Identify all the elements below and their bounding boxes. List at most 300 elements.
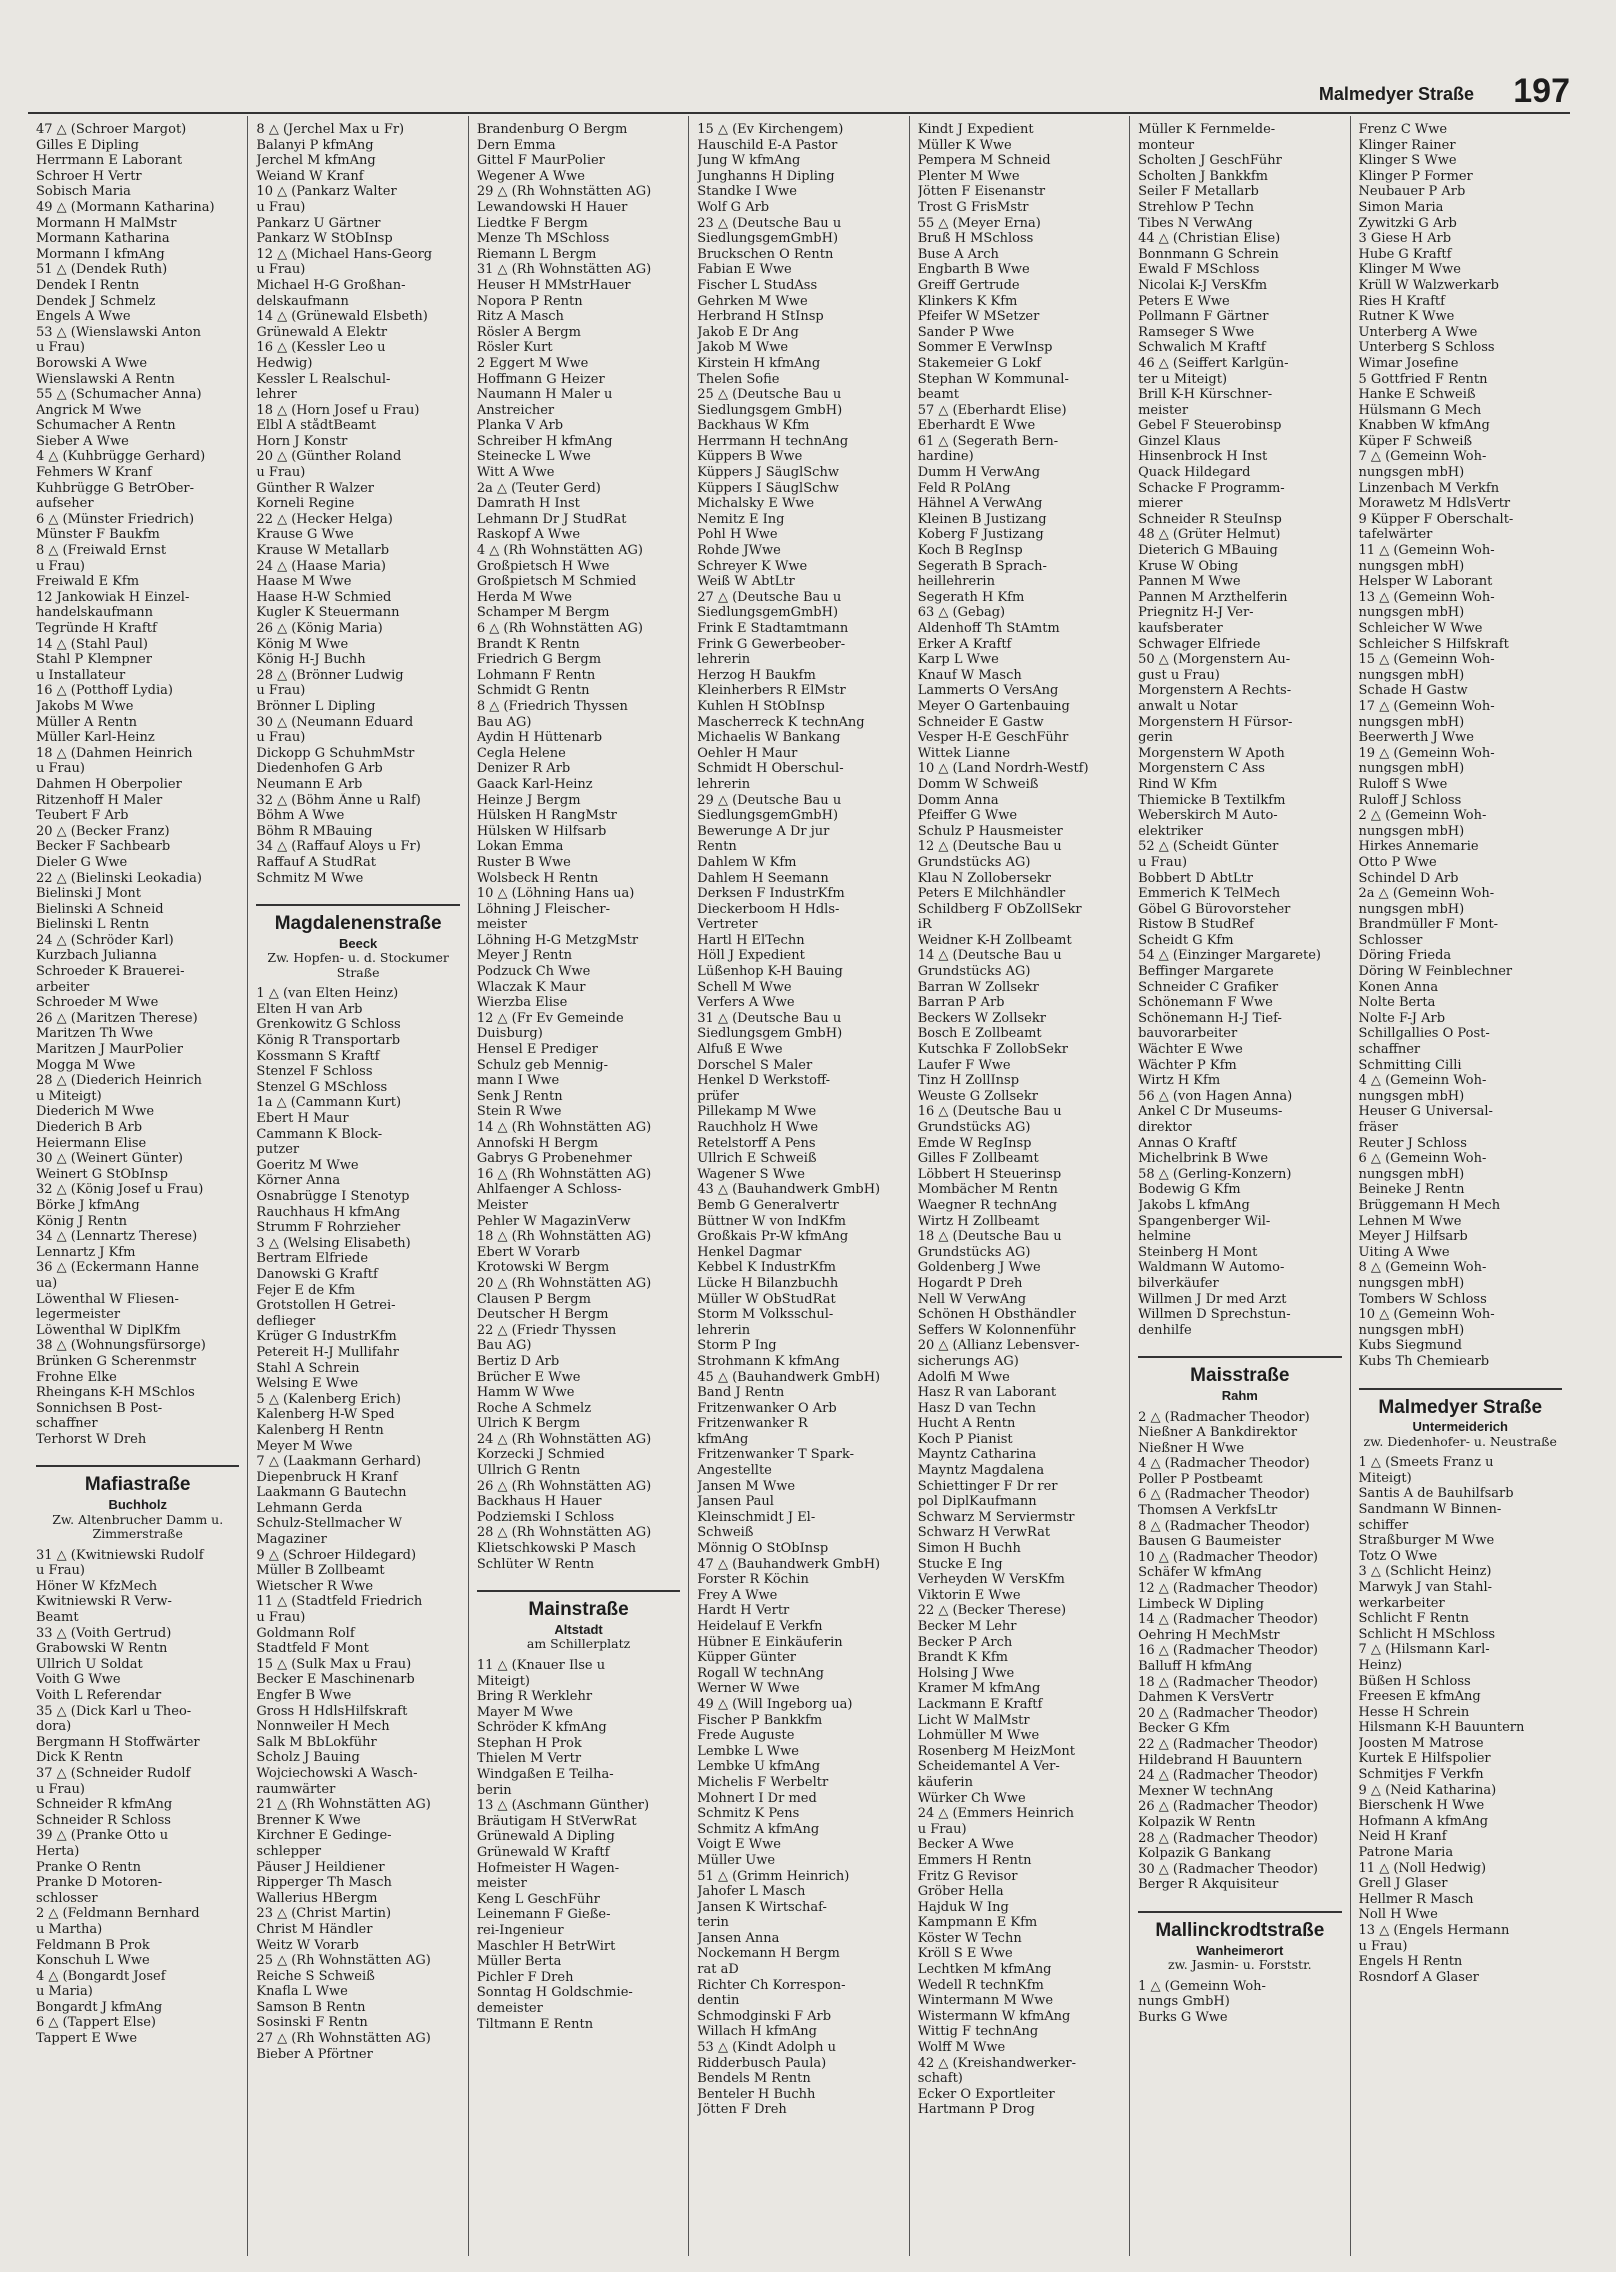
- district-name: Beeck: [338, 935, 378, 951]
- directory-entry: 3 △ (Schlicht Heinz): [1358, 1564, 1492, 1580]
- directory-entry: 52 △ (Scheidt Günter: [1138, 839, 1279, 855]
- directory-entry: Grotstollen H Getrei-: [256, 1298, 396, 1314]
- directory-entry: kfmAng: [697, 1431, 749, 1447]
- directory-entry: 12 △ (Michael Hans-Georg: [256, 246, 433, 262]
- directory-entry: Klinger M Wwe: [1358, 262, 1461, 278]
- directory-entry: Haase M Wwe: [256, 574, 352, 590]
- directory-entry: 28 △ (Diederich Heinrich: [36, 1073, 202, 1089]
- directory-entry: Stenzel G MSchloss: [256, 1079, 388, 1095]
- directory-entry: Petereit H-J Mullifahr: [256, 1344, 399, 1360]
- directory-entry: Hauschild E-A Pastor: [697, 137, 838, 153]
- directory-entry: Bongardt J kfmAng: [36, 1999, 163, 2015]
- directory-entry: Mascherreck K technAng: [697, 714, 865, 730]
- directory-entry: 9 Küpper F Oberschalt-: [1358, 511, 1514, 527]
- directory-entry: Haase H-W Schmied: [256, 589, 392, 605]
- directory-entry: Mönnig O StObInsp: [697, 1541, 829, 1557]
- directory-entry: Meister: [476, 1197, 528, 1213]
- directory-entry: Michelbrink B Wwe: [1138, 1151, 1269, 1167]
- directory-entry: Brandenburg O Bergm: [476, 122, 628, 137]
- directory-entry: Bendels M Rentn: [697, 2071, 811, 2087]
- directory-entry: Trost G FrisMstr: [917, 199, 1029, 215]
- directory-entry: Schlüter W Rentn: [476, 1556, 595, 1572]
- directory-column: [28, 116, 248, 2256]
- directory-entry: rat aD: [697, 1962, 739, 1978]
- directory-entry: Tegründe H Kraftf: [36, 621, 157, 636]
- directory-entry: Grünewald W Kraftf: [476, 1845, 610, 1861]
- directory-entry: Burks G Wwe: [1138, 2009, 1228, 2025]
- directory-entry: Rentn: [697, 839, 737, 855]
- directory-entry: gust u Frau): [1138, 667, 1220, 683]
- directory-entry: Werner W Wwe: [697, 1681, 800, 1697]
- directory-entry: Krüll W Walzwerkarb: [1358, 277, 1499, 293]
- directory-entry: u Maria): [36, 1984, 93, 2000]
- directory-entry: Christ M Händler: [256, 1921, 373, 1937]
- directory-entry: Schneider R SteuInsp: [1138, 511, 1282, 527]
- directory-entry: Karp L Wwe: [917, 652, 999, 668]
- directory-entry: Heuser H MMstrHauer: [476, 277, 631, 293]
- directory-entry: 8 △ (Gemeinn Woh-: [1358, 1260, 1487, 1276]
- directory-entry: Dickopp G SchuhmMstr: [256, 745, 415, 761]
- directory-entry: Nicolai K-J VersKfm: [1138, 277, 1268, 293]
- directory-entry: Peters E Milchhändler: [917, 886, 1066, 902]
- directory-entry: Samson B Rentn: [256, 1999, 366, 2015]
- directory-entry: Dieterich G MBauing: [1138, 543, 1278, 559]
- directory-entry: Fritz G Revisor: [917, 1868, 1018, 1884]
- directory-entry: Herbrand H StInsp: [697, 309, 824, 325]
- directory-entry: 16 △ (Potthoff Lydia): [36, 683, 173, 699]
- directory-entry: Müller Berta: [476, 1954, 562, 1970]
- directory-entry: 10 △ (Radmacher Theodor): [1138, 1549, 1318, 1565]
- directory-entry: Nell W VerwAng: [917, 1291, 1027, 1307]
- directory-entry: Aydin H Hüttenarb: [476, 730, 603, 746]
- directory-entry: 26 △ (König Maria): [256, 621, 383, 636]
- directory-entry: Simon Maria: [1358, 199, 1444, 215]
- street-name: Mainstraße: [528, 1599, 629, 1621]
- directory-entry: Gittel F MaurPolier: [476, 153, 605, 169]
- directory-entry: berin: [476, 1782, 512, 1798]
- directory-entry: werkarbeiter: [1358, 1595, 1445, 1611]
- directory-entry: Hoffmann G Heizer: [476, 371, 605, 387]
- page-number: 197: [1513, 72, 1570, 110]
- directory-entry: tafelwärter: [1358, 527, 1433, 543]
- directory-entry: Gröber Hella: [917, 1884, 1004, 1900]
- directory-entry: Vesper H-E GeschFühr: [917, 730, 1069, 746]
- directory-entry: Nießner A Bankdirektor: [1138, 1425, 1298, 1441]
- directory-entry: Segerath B Sprach-: [917, 558, 1047, 574]
- directory-entry: Morgenstern W Apoth: [1138, 745, 1285, 761]
- directory-entry: Band J Rentn: [697, 1385, 785, 1401]
- directory-entry: Böhm R MBauing: [256, 823, 373, 839]
- directory-entry: Ullrich U Soldat: [36, 1656, 143, 1672]
- directory-entry: 24 △ (Haase Maria): [256, 558, 386, 574]
- directory-entry: 46 △ (Seiffert Karlgün-: [1138, 355, 1289, 371]
- directory-entry: Riemann L Bergm: [476, 246, 597, 262]
- directory-entry: Angrick M Wwe: [36, 402, 142, 418]
- directory-entry: 19 △ (Gemeinn Woh-: [1358, 745, 1495, 761]
- directory-entry: Diepenbruck H Kranf: [256, 1469, 398, 1485]
- directory-entry: Jansen K Wirtschaf-: [697, 1899, 827, 1915]
- directory-entry: Willach H kfmAng: [697, 2024, 817, 2040]
- directory-entry: Becker A Wwe: [917, 1837, 1014, 1853]
- directory-entry: nungsgen mbH): [1358, 1275, 1465, 1291]
- directory-entry: 20 △ (Günther Roland: [256, 449, 402, 465]
- district-name: Wanheimerort: [1196, 1942, 1284, 1958]
- directory-entry: heillehrerin: [917, 574, 995, 590]
- directory-entry: Ritz A Masch: [476, 309, 564, 325]
- directory-entry: Heiermann Elise: [36, 1135, 147, 1151]
- directory-entry: Bielinski A Schneid: [36, 901, 164, 917]
- directory-entry: 26 △ (Radmacher Theodor): [1138, 1799, 1318, 1815]
- street-name: Maisstraße: [1190, 1365, 1290, 1387]
- directory-entry: Oehler H Maur: [697, 745, 798, 761]
- directory-entry: Beckers W Zollsekr: [917, 1010, 1046, 1026]
- directory-entry: 18 △ (Deutsche Bau u: [917, 1229, 1062, 1245]
- directory-entry: 38 △ (Wohnungsfürsorge): [36, 1338, 206, 1354]
- directory-entry: Peters E Wwe: [1138, 293, 1230, 309]
- directory-entry: Neid H Kranf: [1358, 1829, 1447, 1845]
- directory-entry: 28 △ (Radmacher Theodor): [1138, 1830, 1318, 1846]
- directory-entry: Korneli Regine: [256, 496, 355, 512]
- directory-entry: Mormann Katharina: [36, 231, 170, 247]
- directory-entry: Stakemeier G Lokf: [917, 355, 1042, 371]
- directory-entry: Heuser G Universal-: [1358, 1104, 1493, 1120]
- directory-entry: Fischer P Bankkfm: [697, 1712, 823, 1728]
- directory-entry: 26 △ (Rh Wohnstätten AG): [476, 1478, 652, 1494]
- directory-entry: Schulz-Stellmacher W: [256, 1516, 403, 1532]
- directory-entry: Lackmann E Kraftf: [917, 1696, 1043, 1712]
- directory-entry: Raffauf A StudRat: [256, 854, 376, 870]
- directory-entry: Friedrich G Bergm: [476, 652, 602, 668]
- directory-entry: Kalenberg H-W Sped: [256, 1407, 395, 1423]
- directory-entry: Linzenbach M Verkfn: [1358, 480, 1500, 496]
- directory-entry: Pfeiffer G Wwe: [917, 808, 1018, 824]
- directory-entry: Bierschenk H Wwe: [1358, 1798, 1485, 1814]
- directory-entry: u Frau): [36, 1781, 85, 1797]
- directory-entry: Derksen F IndustrKfm: [697, 886, 845, 902]
- directory-entry: Steinecke L Wwe: [476, 449, 591, 465]
- directory-entry: Morawetz M HdlsVertr: [1358, 496, 1511, 512]
- directory-entry: 10 △ (Land Nordrh-Westf): [917, 761, 1089, 777]
- directory-entry: Börke J kfmAng: [36, 1197, 140, 1213]
- directory-entry: Kubs Th Chemiearb: [1358, 1353, 1490, 1369]
- directory-entry: Löwenthal W Fliesen-: [36, 1291, 179, 1307]
- directory-entry: Schmitz K Pens: [697, 1806, 800, 1822]
- directory-entry: Schönemann F Wwe: [1138, 995, 1273, 1011]
- directory-entry: Rutner K Wwe: [1358, 309, 1455, 325]
- directory-entry: Päuser J Heildiener: [256, 1859, 385, 1875]
- directory-entry: Lewandowski H Hauer: [476, 199, 628, 215]
- directory-entry: handelskaufmann: [36, 605, 153, 621]
- directory-entry: 8 △ (Jerchel Max u Fr): [256, 122, 405, 137]
- directory-entry: nungsgen mbH): [1358, 1088, 1465, 1104]
- directory-entry: Michael H-G Großhan-: [256, 277, 406, 293]
- directory-entry: Freesen E kfmAng: [1358, 1689, 1481, 1705]
- directory-entry: Cegla Helene: [476, 745, 566, 761]
- directory-entry: Maschler H BetrWirt: [476, 1938, 616, 1954]
- directory-entry: rei-Ingenieur: [476, 1923, 564, 1938]
- directory-entry: nungsgen mbH): [1358, 761, 1465, 777]
- directory-entry: 23 △ (Deutsche Bau u: [697, 215, 842, 231]
- directory-entry: 18 △ (Horn Josef u Frau): [256, 402, 420, 418]
- directory-entry: Schmitz A kfmAng: [697, 1821, 820, 1837]
- directory-entry: Richter Ch Korrespon-: [697, 1977, 846, 1993]
- street-section-header: [1138, 1356, 1341, 1403]
- directory-entry: Ullrich G Rentn: [476, 1463, 581, 1479]
- directory-entry: Adolfi M Wwe: [917, 1369, 1010, 1385]
- directory-entry: Schmidt H Oberschul-: [697, 761, 844, 777]
- directory-entry: pol DiplKaufmann: [917, 1494, 1037, 1510]
- directory-entry: Bonnmann G Schrein: [1138, 246, 1279, 262]
- directory-entry: 18 △ (Rh Wohnstätten AG): [476, 1229, 652, 1245]
- directory-entry: Ries H Kraftf: [1358, 293, 1445, 309]
- directory-entry: Schwarz M Serviermstr: [917, 1509, 1075, 1525]
- directory-entry: Thielen M Vertr: [476, 1751, 582, 1767]
- directory-entry: Storm P Ing: [697, 1338, 777, 1354]
- directory-entry: Wegener A Wwe: [476, 168, 585, 184]
- directory-entry: beamt: [917, 387, 960, 403]
- directory-entry: Nopora P Rentn: [476, 293, 583, 309]
- street-direction: Zw. Hopfen- u. d. Stockumer Straße: [267, 950, 449, 980]
- directory-entry: Jötten F Eisenanstr: [917, 184, 1046, 200]
- directory-entry: mann I Wwe: [476, 1073, 560, 1089]
- directory-entry: Frink E Stadtamtmann: [697, 621, 849, 636]
- directory-entry: Reuter J Schloss: [1358, 1135, 1467, 1151]
- directory-entry: Thomsen A VerkfsLtr: [1138, 1503, 1278, 1519]
- directory-entry: Jakobs M Wwe: [36, 698, 134, 714]
- directory-entry: Henkel Dagmar: [697, 1244, 802, 1260]
- directory-entry: Löhning H-G MetzgMstr: [476, 932, 639, 948]
- directory-entry: Bau AG): [476, 1338, 532, 1354]
- directory-entry: Voigt E Wwe: [697, 1837, 781, 1853]
- directory-entry: Keng L GeschFühr: [476, 1891, 600, 1907]
- directory-entry: Schulz geb Mennig-: [476, 1057, 609, 1073]
- directory-entry: Grünewald A Elektr: [256, 324, 388, 340]
- directory-entry: schiffer: [1358, 1517, 1409, 1533]
- directory-entry: Fehmers W Kranf: [36, 465, 152, 481]
- directory-entry: Diederich M Wwe: [36, 1104, 155, 1120]
- directory-entry: Hardt H Vertr: [697, 1603, 790, 1619]
- directory-entry: Klinkers K Kfm: [917, 293, 1018, 309]
- directory-entry: Sander P Wwe: [917, 324, 1015, 340]
- directory-entry: Kessler L Realschul-: [256, 371, 391, 387]
- directory-entry: 29 △ (Rh Wohnstätten AG): [476, 184, 652, 200]
- directory-entry: Mohnert I Dr med: [697, 1790, 817, 1806]
- directory-entry: u Installateur: [36, 667, 126, 683]
- directory-entry: Büttner W von IndKfm: [697, 1213, 846, 1229]
- directory-entry: Wirtz H Zollbeamt: [917, 1213, 1040, 1229]
- directory-entry: Ruster B Wwe: [476, 854, 571, 870]
- directory-entry: dentin: [697, 1993, 740, 2009]
- directory-entry: Lehnen M Wwe: [1358, 1213, 1462, 1229]
- directory-entry: Ahlfaenger A Schloss-: [476, 1182, 622, 1198]
- directory-entry: 25 △ (Deutsche Bau u: [697, 387, 842, 403]
- directory-entry: Grabowski W Rentn: [36, 1641, 168, 1657]
- directory-entry: Quack Hildegard: [1138, 465, 1251, 481]
- directory-entry: Berger R Akquisiteur: [1138, 1877, 1279, 1893]
- directory-entry: Bausen G Baumeister: [1138, 1534, 1281, 1550]
- directory-entry: Hogardt P Dreh: [917, 1275, 1023, 1291]
- directory-entry: Meyer O Gartenbauing: [917, 698, 1070, 714]
- directory-entry: 6 △ (Tappert Else): [36, 2015, 157, 2031]
- directory-entry: Mayntz Catharina: [917, 1447, 1037, 1463]
- directory-entry: Großpietsch H Wwe: [476, 558, 610, 574]
- directory-entry: Dahlem W Kfm: [697, 854, 797, 870]
- directory-entry: nungsgen mbH): [1358, 558, 1465, 574]
- directory-entry: Bieber A Pförtner: [256, 2046, 373, 2062]
- directory-entry: Strohmann K kfmAng: [697, 1353, 840, 1369]
- directory-entry: Gehrken M Wwe: [697, 293, 808, 309]
- directory-entry: Oehring H MechMstr: [1138, 1627, 1280, 1643]
- directory-entry: Leinemann F Gieße-: [476, 1907, 611, 1923]
- directory-entry: Meyer J Hilfsarb: [1358, 1229, 1468, 1245]
- directory-entry: 14 △ (Deutsche Bau u: [917, 948, 1062, 964]
- directory-entry: Lammerts O VersAng: [917, 683, 1059, 699]
- directory-entry: Licht W MalMstr: [917, 1712, 1030, 1728]
- directory-entry: Jerchel M kfmAng: [256, 153, 376, 169]
- directory-entry: Thelen Sofie: [697, 371, 780, 387]
- directory-entry: Klietschkowski P Masch: [476, 1541, 637, 1557]
- directory-entry: Kleinen B Justizang: [917, 511, 1047, 527]
- directory-entry: 7 △ (Gemeinn Woh-: [1358, 449, 1487, 465]
- directory-entry: Meyer J Rentn: [476, 948, 573, 964]
- directory-entry: Grenkowitz G Schloss: [256, 1017, 401, 1033]
- directory-entry: denhilfe: [1138, 1322, 1192, 1338]
- directory-entry: Kurzbach Julianna: [36, 948, 157, 964]
- directory-entry: u Frau): [1138, 854, 1188, 870]
- directory-entry: Barran P Arb: [917, 995, 1005, 1011]
- directory-entry: Konschuh L Wwe: [36, 1953, 150, 1969]
- directory-entry: Hildebrand H Bauuntern: [1138, 1752, 1303, 1768]
- directory-entry: Koberg F Justizang: [917, 527, 1044, 543]
- directory-entry: Schacke F Programm-: [1138, 480, 1285, 496]
- directory-entry: u Miteigt): [36, 1088, 102, 1104]
- directory-entry: Hedwig): [256, 355, 313, 371]
- directory-entry: Müller Uwe: [697, 1852, 776, 1868]
- directory-entry: 27 △ (Deutsche Bau u: [697, 589, 842, 605]
- directory-entry: Morgenstern C Ass: [1138, 761, 1265, 777]
- directory-entry: Mombächer M Rentn: [917, 1182, 1058, 1198]
- directory-entry: 58 △ (Gerling-Konzern): [1138, 1166, 1292, 1182]
- directory-entry: 47 △ (Bauhandwerk GmbH): [697, 1556, 881, 1572]
- directory-entry: 24 △ (Schröder Karl): [36, 932, 174, 948]
- directory-entry: Bräutigam H StVerwRat: [476, 1813, 637, 1829]
- directory-entry: Planka V Arb: [476, 418, 564, 434]
- directory-entry: Gebel F Steuerobinsp: [1138, 418, 1282, 434]
- directory-entry: Dieler G Wwe: [36, 854, 128, 870]
- directory-entry: Beamt: [36, 1610, 79, 1626]
- street-direction: zw. Jasmin- u. Forststr.: [1167, 1957, 1312, 1973]
- directory-entry: 6 △ (Gemeinn Woh-: [1358, 1151, 1487, 1167]
- directory-entry: Schneider C Grafiker: [1138, 979, 1279, 995]
- directory-entry: Lokan Emma: [476, 839, 564, 855]
- directory-entry: Schmitting Cilli: [1358, 1057, 1462, 1073]
- directory-entry: 2 Eggert M Wwe: [476, 355, 589, 371]
- directory-entry: 11 △ (Noll Hedwig): [1358, 1860, 1487, 1876]
- directory-entry: Strehlow P Techn: [1138, 199, 1255, 215]
- directory-entry: 2 △ (Gemeinn Woh-: [1358, 808, 1487, 824]
- directory-entry: 11 △ (Gemeinn Woh-: [1358, 543, 1495, 559]
- directory-entry: Damrath H Inst: [476, 496, 580, 512]
- directory-entry: Bielinski L Rentn: [36, 917, 150, 933]
- directory-entry: direktor: [1138, 1120, 1192, 1135]
- directory-entry: u Frau): [256, 730, 306, 746]
- directory-entry: Grundstücks AG): [917, 1244, 1031, 1260]
- directory-entry: Kirchner E Gedinge-: [256, 1828, 392, 1844]
- directory-entry: Backhaus W Kfm: [697, 418, 810, 434]
- directory-entry: Willmen J Dr med Arzt: [1138, 1291, 1287, 1307]
- directory-entry: Neubauer P Arb: [1358, 184, 1466, 200]
- directory-entry: 2a △ (Teuter Gerd): [476, 480, 601, 496]
- directory-entry: 48 △ (Grüter Helmut): [1138, 527, 1281, 543]
- directory-entry: Rohde JWwe: [697, 543, 781, 559]
- directory-entry: u Frau): [36, 1563, 85, 1579]
- directory-entry: Wlaczak K Maur: [476, 979, 586, 995]
- directory-entry: Köster W Techn: [917, 1930, 1022, 1946]
- directory-entry: Wistermann W kfmAng: [917, 2008, 1071, 2024]
- directory-entry: 15 △ (Ev Kirchengem): [697, 122, 844, 137]
- directory-entry: Tinz H ZollInsp: [917, 1073, 1020, 1089]
- directory-entry: 16 △ (Kessler Leo u: [256, 340, 386, 356]
- directory-entry: Seiler F Metallarb: [1138, 184, 1259, 200]
- directory-entry: Rauchholz H Wwe: [697, 1120, 819, 1135]
- directory-entry: Lehmann Gerda: [256, 1500, 363, 1516]
- directory-column: [469, 116, 689, 2256]
- directory-entry: Hülsmann G Mech: [1358, 402, 1482, 418]
- directory-entry: 12 △ (Radmacher Theodor): [1138, 1581, 1318, 1597]
- directory-entry: 27 △ (Rh Wohnstätten AG): [256, 2031, 431, 2047]
- directory-columns: [28, 116, 1570, 2256]
- directory-entry: 6 △ (Rh Wohnstätten AG): [476, 621, 643, 636]
- directory-entry: Neumann E Arb: [256, 776, 363, 792]
- directory-entry: Schröder K kfmAng: [476, 1720, 607, 1736]
- directory-entry: Segerath H Kfm: [917, 589, 1025, 605]
- directory-entry: 39 △ (Pranke Otto u: [36, 1828, 169, 1844]
- directory-entry: Verfers A Wwe: [697, 995, 795, 1011]
- directory-entry: Hofmeister H Wagen-: [476, 1860, 620, 1876]
- directory-entry: Scholz J Bauing: [256, 1750, 360, 1766]
- directory-entry: Viktorin E Wwe: [917, 1587, 1021, 1603]
- directory-entry: 37 △ (Schneider Rudolf: [36, 1765, 191, 1781]
- directory-entry: Aldenhoff Th StAmtm: [917, 621, 1060, 636]
- street-direction: zw. Diedenhofer- u. Neustraße: [1363, 1433, 1557, 1449]
- directory-entry: Kolpazik G Bankang: [1138, 1846, 1272, 1862]
- directory-entry: Priegnitz H-J Ver-: [1138, 605, 1254, 621]
- directory-entry: Dahmen K VersVertr: [1138, 1690, 1274, 1706]
- directory-entry: Tappert E Wwe: [36, 2031, 138, 2047]
- directory-entry: Stephan H Prok: [476, 1735, 582, 1751]
- directory-entry: 31 △ (Rh Wohnstätten AG): [476, 262, 652, 278]
- directory-entry: 44 △ (Christian Elise): [1138, 231, 1281, 247]
- directory-entry: Kramer M kfmAng: [917, 1681, 1041, 1697]
- directory-entry: Holsing J Wwe: [917, 1665, 1015, 1681]
- directory-entry: Maritzen J MaurPolier: [36, 1042, 183, 1058]
- directory-entry: Thiemicke B Textilkfm: [1138, 792, 1286, 808]
- directory-entry: Voith L Referendar: [36, 1688, 162, 1703]
- directory-entry: Nolte Berta: [1358, 995, 1436, 1011]
- directory-entry: König H-J Buchh: [256, 652, 366, 668]
- directory-entry: 8 △ (Friedrich Thyssen: [476, 698, 628, 714]
- directory-entry: Göbel G Bürovorsteher: [1138, 901, 1291, 917]
- directory-entry: Rösler Kurt: [476, 340, 553, 356]
- directory-entry: Hilsmann K-H Bauuntern: [1358, 1720, 1525, 1736]
- directory-entry: Brandt K Rentn: [476, 636, 580, 652]
- directory-entry: Patrone Maria: [1358, 1845, 1454, 1861]
- directory-entry: 55 △ (Meyer Erna): [917, 215, 1041, 231]
- page-header: [0, 0, 1616, 112]
- directory-entry: Scheidemantel A Ver-: [917, 1759, 1060, 1775]
- directory-entry: Elten H van Arb: [256, 1001, 363, 1017]
- directory-entry: Michalsky E Wwe: [697, 496, 815, 512]
